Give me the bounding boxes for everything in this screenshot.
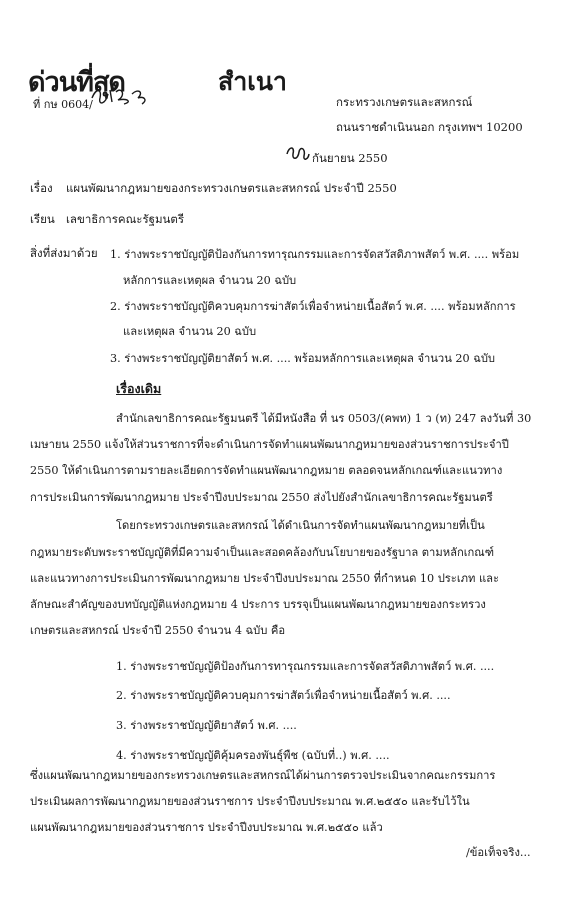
list-item: 4. ร่างพระราชบัญญัติคุ้มครองพันธุ์พืช (ฉบับที่..) พ.ศ. .... xyxy=(116,749,390,762)
ministry-address: ถนนราชดำเนินนอก กรุงเทพฯ 10200 xyxy=(336,120,523,134)
enclosure-line: และเหตุผล จำนวน 20 ฉบับ xyxy=(123,325,257,338)
recipient-label: เรียน xyxy=(30,212,55,226)
paragraph-line: ลักษณะสำคัญของบทบัญญัติแห่งกฎหมาย 4 ประการ บรรจุเป็นแผนพัฒนากฎหมายของกระทรวง xyxy=(30,598,486,611)
continuation-note: /ข้อเท็จจริง... xyxy=(466,846,531,859)
paragraph-line: สำนักเลขาธิการคณะรัฐมนตรี ได้มีหนังสือ ที่ นร 0503/(คพท) 1 ว (ท) 247 ลงวันที่ 30 xyxy=(116,412,532,425)
paragraph-line: โดยกระทรวงเกษตรและสหกรณ์ ได้ดำเนินการจัดทำแผนพัฒนากฎหมายที่เป็น xyxy=(116,519,485,532)
paragraph-line: 2550 ให้ดำเนินการตามรายละเอียดการจัดทำแผนพัฒนากฎหมาย ตลอดจนหลักเกณฑ์และแนวทาง xyxy=(30,464,503,477)
paragraph-line: ประเมินผลการพัฒนากฎหมายของส่วนราชการ ประจำปีงบประมาณ พ.ศ.๒๕๕๐ และรับไว้ใน xyxy=(30,795,470,808)
subject-label: เรื่อง xyxy=(30,181,53,195)
paragraph-line: แผนพัฒนากฎหมายของส่วนราชการ ประจำปีงบประมาณ พ.ศ.๒๕๕๐ แล้ว xyxy=(30,821,383,834)
recipient-text: เลขาธิการคณะรัฐมนตรี xyxy=(66,212,185,226)
paragraph-line: กฎหมายระดับพระราชบัญญัติที่มีความจำเป็นและสอดคล้องกับนโยบายของรัฐบาล ตามหลักเกณฑ์ xyxy=(30,546,494,559)
list-item: 3. ร่างพระราชบัญญัติยาสัตว์ พ.ศ. .... xyxy=(116,719,297,732)
section-heading: เรื่องเดิม xyxy=(116,381,162,396)
paragraph-line: ซึ่งแผนพัฒนากฎหมายของกระทรวงเกษตรและสหกรณ์ได้ผ่านการตรวจประเมินจากคณะกรรมการ xyxy=(30,769,496,782)
enclosure-line: 2. ร่างพระราชบัญญัติควบคุมการฆ่าสัตว์เพื่อจำหน่ายเนื้อสัตว์ พ.ศ. .... พร้อมหลักการ xyxy=(110,300,516,313)
paragraph-line: และแนวทางการประเมินการพัฒนากฎหมาย ประจำปีงบประมาณ 2550 ที่กำหนด 10 ประเภท และ xyxy=(30,572,500,585)
list-item: 1. ร่างพระราชบัญญัติป้องกันการทารุณกรรมและการจัดสวัสดิภาพสัตว์ พ.ศ. .... xyxy=(116,660,495,673)
subject-text: แผนพัฒนากฎหมายของกระทรวงเกษตรและสหกรณ์ ประจำปี 2550 xyxy=(66,181,397,195)
ministry-name: กระทรวงเกษตรและสหกรณ์ xyxy=(336,95,473,109)
handwritten-number-mark xyxy=(88,84,158,112)
copy-label: สำเนา xyxy=(218,67,287,96)
enclosures-label: สิ่งที่ส่งมาด้วย xyxy=(30,246,98,260)
enclosure-line: หลักการและเหตุผล จำนวน 20 ฉบับ xyxy=(123,274,297,287)
paragraph-line: เกษตรและสหกรณ์ ประจำปี 2550 จำนวน 4 ฉบับ คือ xyxy=(30,624,286,637)
enclosure-line: 1. ร่างพระราชบัญญัติป้องกันการทารุณกรรมและการจัดสวัสดิภาพสัตว์ พ.ศ. .... พร้อม xyxy=(110,248,520,261)
document-number: ที่ กษ 0604/ xyxy=(33,98,93,111)
enclosure-line: 3. ร่างพระราชบัญญัติยาสัตว์ พ.ศ. .... พร้อมหลักการและเหตุผล จำนวน 20 ฉบับ xyxy=(110,352,496,365)
handwritten-day-mark xyxy=(284,142,312,168)
paragraph-line: เมษายน 2550 แจ้งให้ส่วนราชการที่จะดำเนินการจัดทำแผนพัฒนากฎหมายของส่วนราชการประจำปี xyxy=(30,438,509,451)
paragraph-line: การประเมินการพัฒนากฎหมาย ประจำปีงบประมาณ 2550 ส่งไปยังสำนักเลขาธิการคณะรัฐมนตรี xyxy=(30,491,493,504)
list-item: 2. ร่างพระราชบัญญัติควบคุมการฆ่าสัตว์เพื่อจำหน่ายเนื้อสัตว์ พ.ศ. .... xyxy=(116,689,451,702)
urgency-label: ด่วนที่สุด xyxy=(28,67,125,98)
document-date: กันยายน 2550 xyxy=(312,151,388,165)
